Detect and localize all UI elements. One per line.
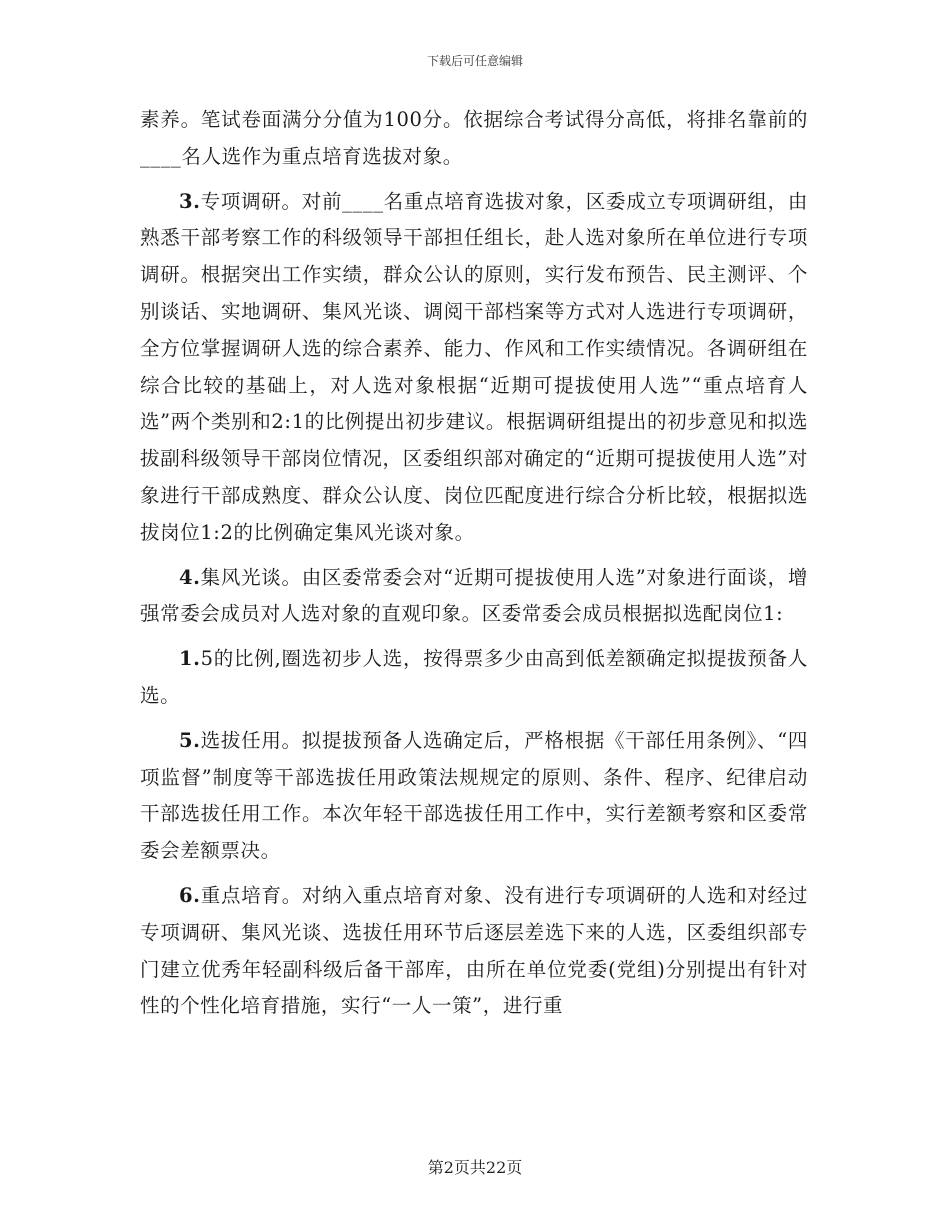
paragraph [140,878,808,1025]
paragraph [140,560,808,634]
paragraph-text: 5的比例,圈选初步人选，按得票多少由高到低差额确定拟提拔预备人选。 [140,647,808,707]
paragraph-number: 5. [179,728,201,752]
paragraph-number: 3. [179,189,201,213]
paragraph [140,723,808,870]
paragraph [140,641,808,715]
page-footer: 第2页共22页 [427,1158,523,1177]
paragraph-text: 素养。笔试卷面满分分值为100分。依据综合考试得分高低，将排名靠前的____名人选作为重点培育选拔对象。 [140,108,808,168]
document-body [140,102,808,1025]
paragraph-text: 集风光谈。由区委常委会对“近期可提拔使用人选”对象进行面谈，增强常委会成员对人选对象的直观印象。区委常委会成员根据拟选配岗位1: [140,565,808,626]
page-header: 下载后可任意编辑 [426,54,523,68]
paragraph-number: 4. [179,565,201,589]
paragraph [140,184,808,552]
paragraph-text: 重点培育。对纳入重点培育对象、没有进行专项调研的人选和对经过专项调研、集风光谈、选拔任用环节后逐层差选下来的人选，区委组织部专门建立优秀年轻副科级后备干部库，由所在单位党委(党组)分别提出有针对性的个性化培育措施，实行“一人一策”，进行重 [140,883,808,1018]
paragraph-text: 选拔任用。拟提拔预备人选确定后，严格根据《干部任用条例》、“四项监督”制度等干部选拔任用政策法规规定的原则、条件、程序、纪律启动干部选拔任用工作。本次年轻干部选拔任用工作中，实行差额考察和区委常委会差额票决。 [140,728,808,863]
paragraph-text: 专项调研。对前____名重点培育选拔对象，区委成立专项调研组，由熟悉干部考察工作的科级领导干部担任组长，赴人选对象所在单位进行专项调研。根据突出工作实绩，群众公认的原则，实行发布预告、民主测评、个别谈话、实地调研、集风光谈、调阅干部档案等方式对人选进行专项调研，全方位掌握调研人选的综合素养、能力、作风和工作实绩情况。各调研组在综合比较的基础上，对人选对象根据“近期可提拔使用人选”“重点培育人选”两个类别和2:1的比例提出初步建议。根据调研组提出的初步意见和拟选拔副科级领导干部岗位情况，区委组织部对确定的“近期可提拔使用人选”对象进行干部成熟度、群众公认度、岗位匹配度进行综合分析比较，根据拟选拔岗位1:2的比例确定集风光谈对象。 [140,189,808,544]
paragraph [140,102,808,176]
paragraph-number: 1. [179,647,201,671]
paragraph-number: 6. [179,883,201,907]
